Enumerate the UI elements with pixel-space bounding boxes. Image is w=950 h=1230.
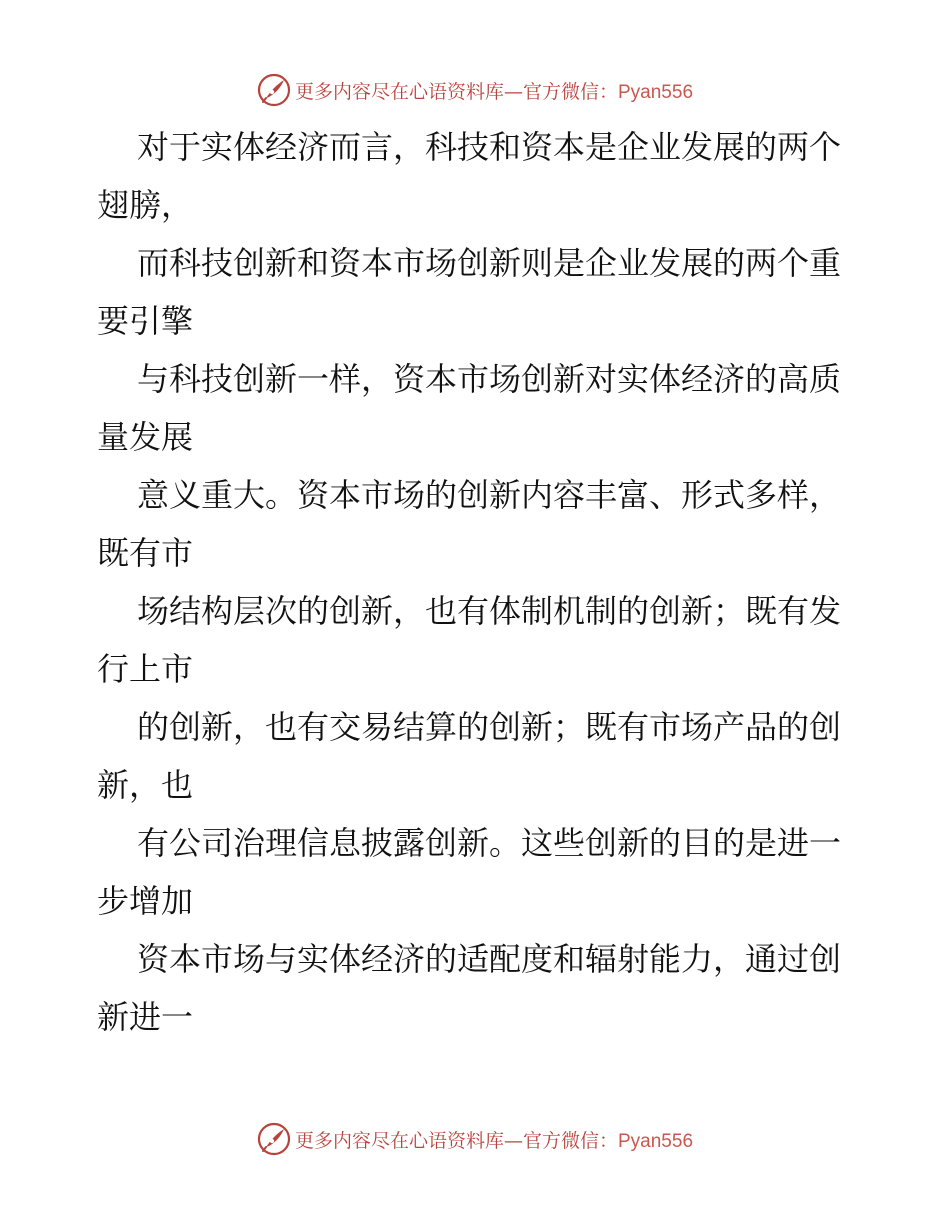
footer-banner [0,1119,950,1159]
footer-wechat-handle: Pyan556 [618,1130,694,1152]
header-banner [0,70,950,110]
paragraph-8: 资本市场与实体经济的适配度和辐射能力，通过创新进一 [97,940,842,1036]
header-wechat-handle: Pyan556 [618,81,694,103]
footer-banner-label: 更多内容尽在心语资料库—官方微信： [294,1129,618,1152]
footer-banner-text [295,1126,693,1153]
feather-pen-logo-icon [257,73,291,107]
paragraph-4: 意义重大。资本市场的创新内容丰富、形式多样，既有市 [97,476,842,572]
paragraph-5: 场结构层次的创新，也有体制机制的创新；既有发行上市 [97,592,842,688]
paragraph-6: 的创新，也有交易结算的创新；既有市场产品的创新，也 [97,708,842,804]
header-banner-label: 更多内容尽在心语资料库—官方微信： [294,80,618,103]
paragraph-1: 对于实体经济而言，科技和资本是企业发展的两个翅膀， [97,128,842,224]
paragraph-3: 与科技创新一样，资本市场创新对实体经济的高质量发展 [97,360,842,456]
paragraph-7: 有公司治理信息披露创新。这些创新的目的是进一步增加 [97,824,842,920]
paragraph-2: 而科技创新和资本市场创新则是企业发展的两个重要引擎 [97,244,842,340]
document-body [97,118,857,1046]
feather-pen-logo-icon [257,1122,291,1156]
header-banner-text [295,77,693,104]
